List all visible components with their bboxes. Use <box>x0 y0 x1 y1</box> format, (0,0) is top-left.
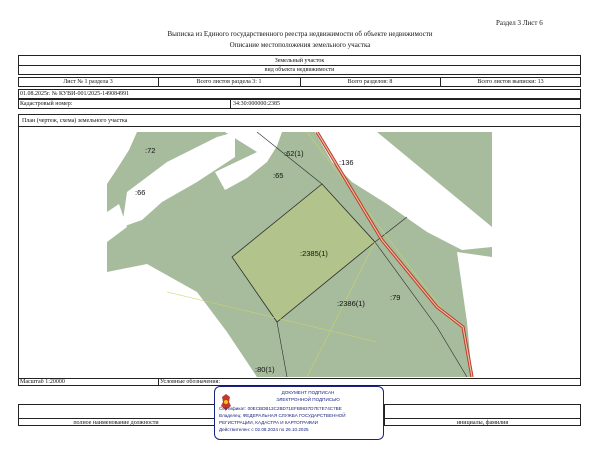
document-subtitle: Описание местоположения земельного участка <box>229 41 371 49</box>
stamp-line2: ЭЛЕКТРОННОЙ ПОДПИСЬЮ <box>276 397 340 402</box>
total-sections: Всего разделов: 8 <box>347 79 393 85</box>
position-caption: полное наименование должности <box>73 420 159 426</box>
name-caption: инициалы, фамилия <box>456 420 509 426</box>
stamp-cert: Сертификат: 00ECBDB13C2BD71EFB9837D7E7E74C7BE <box>219 406 342 411</box>
parcel-label-65: :65 <box>273 171 284 180</box>
scale-row-top <box>18 378 581 379</box>
section-sheet-label: Раздел 3 Лист 6 <box>496 19 543 27</box>
date-number: 01.08.2025г. № КУВИ-001/2025-149084991 <box>20 91 130 97</box>
document-title: Выписка из Единого государственного реестра недвижимости об объекте недвижимости <box>167 30 433 38</box>
cadastral-map <box>107 132 492 377</box>
stamp-line1: ДОКУМЕНТ ПОДПИСАН <box>281 390 335 395</box>
scale-label: Масштаб 1:20000 <box>20 379 65 385</box>
plan-header-divider <box>18 126 581 127</box>
sheet-of-section: Лист № 1 раздела 3 <box>63 79 113 85</box>
cadastral-divider <box>230 99 231 109</box>
total-sheets-section: Всего листов раздела 3: 1 <box>196 79 262 85</box>
parcel-label-62: :62(1) <box>284 149 304 158</box>
parcel-label-2385: :2385(1) <box>300 249 328 258</box>
digital-signature-stamp <box>214 386 384 440</box>
cadastral-number: 34:30:000000:2385 <box>233 101 281 107</box>
scale-divider <box>158 378 159 386</box>
stamp-owner-line2: РЕГИСТРАЦИИ, КАДАСТРА И КАРТОГРАФИИ <box>219 420 318 425</box>
object-type: Земельный участок <box>274 58 325 64</box>
cadastral-label: Кадастровый номер: <box>20 101 73 107</box>
total-sheets-extract: Всего листов выписки: 13 <box>477 79 544 85</box>
parcel-label-80: :80(1) <box>255 365 275 374</box>
cadastral-row <box>18 99 581 109</box>
plan-label: План (чертеж, схема) земельного участка <box>22 118 128 124</box>
parcel-label-72: :72 <box>145 146 156 155</box>
stamp-validity: Действителен: с 02.08.2024 по 26.10.2025 <box>219 427 309 432</box>
parcel-label-66: :66 <box>135 188 146 197</box>
object-type-caption: вид объекта недвижимости <box>264 67 335 73</box>
parcel-label-79: :79 <box>390 293 401 302</box>
stamp-owner-line1: Владелец: ФЕДЕРАЛЬНАЯ СЛУЖБА ГОСУДАРСТВЕННОЙ <box>219 413 346 418</box>
parcel-label-136: :136 <box>339 158 354 167</box>
legend-label: Условные обозначения: <box>160 379 221 385</box>
parcel-label-2386: :2386(1) <box>337 299 365 308</box>
